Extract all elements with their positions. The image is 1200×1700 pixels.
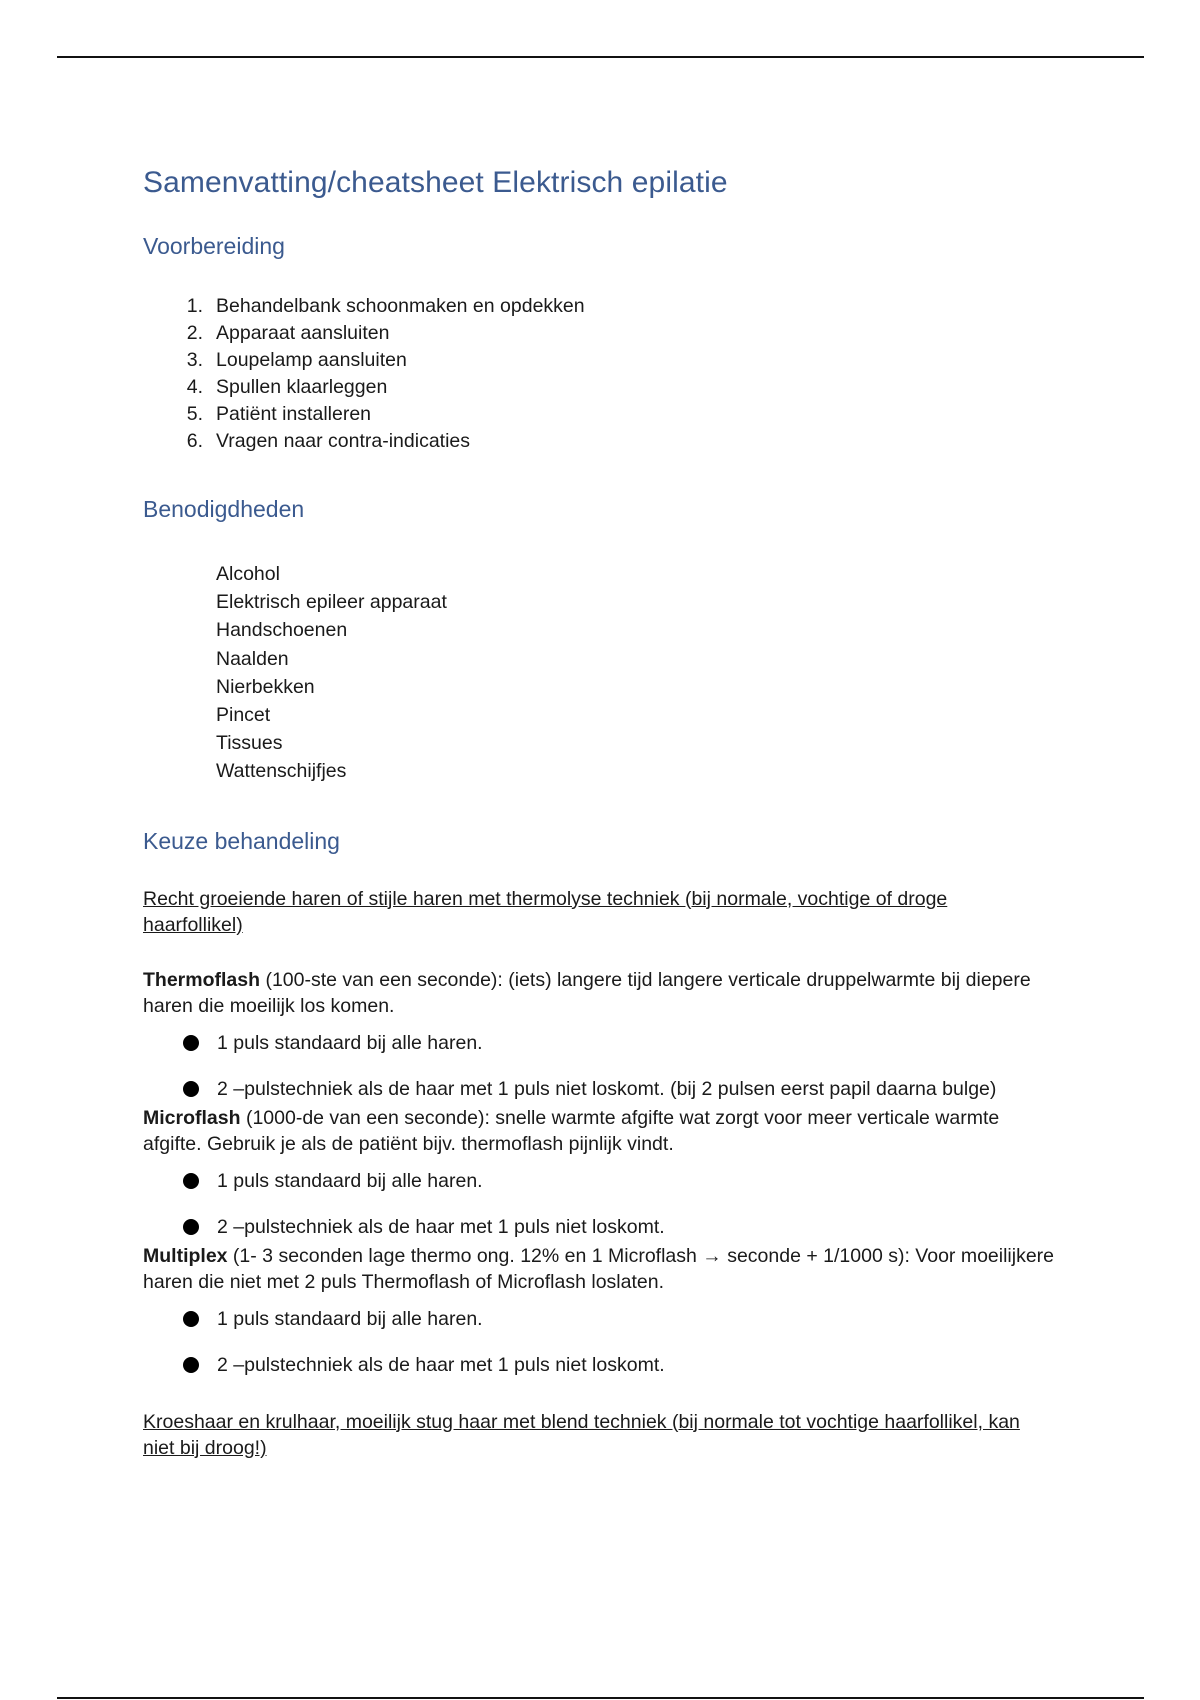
list-item: Elektrisch epileer apparaat <box>216 591 447 614</box>
blend-subheading: Kroeshaar en krulhaar, moeilijk stug haar met blend techniek (bij normale tot vochtige haarfollikel, kan niet bij droog!) <box>143 1410 1020 1459</box>
microflash-paragraph: Microflash (1000-de van een seconde): snelle warmte afgifte wat zorgt voor meer verticale warmte afgifte. Gebruik je als de patiënt bijv. thermoflash pijnlijk vindt. <box>143 1106 1000 1155</box>
document-title: Samenvatting/cheatsheet Elektrisch epilatie <box>143 166 728 199</box>
microflash-bullets <box>143 1168 1063 1240</box>
list-item: 3. Loupelamp aansluiten <box>186 349 407 371</box>
multiplex-label: Multiplex <box>143 1244 228 1267</box>
bullet-icon <box>183 1219 199 1235</box>
thermoflash-label: Thermoflash <box>143 968 261 991</box>
list-item: 2 –pulstechniek als de haar met 1 puls niet loskomt. <box>143 1352 1063 1378</box>
bullet-icon <box>183 1173 199 1189</box>
heading-voorbereiding: Voorbereiding <box>143 233 285 259</box>
heading-keuze-behandeling: Keuze behandeling <box>143 827 340 854</box>
list-item: 1 puls standaard bij alle haren. <box>143 1030 1063 1056</box>
multiplex-bullets <box>143 1306 1063 1378</box>
list-item: 1 puls standaard bij alle haren. <box>143 1306 1063 1332</box>
list-item: 4. Spullen klaarleggen <box>186 376 388 398</box>
voorbereiding-list <box>143 293 1063 455</box>
bullet-icon <box>183 1035 199 1051</box>
heading-benodigdheden: Benodigdheden <box>143 496 305 522</box>
list-item: Nierbekken <box>216 675 315 698</box>
list-item: Handschoenen <box>216 619 348 642</box>
list-item: 5. Patiënt installeren <box>186 403 372 425</box>
list-item: Alcohol <box>216 563 280 585</box>
thermoflash-bullets <box>143 1030 1063 1102</box>
list-item: Wattenschijfjes <box>216 760 347 783</box>
list-item: 6. Vragen naar contra-indicaties <box>186 430 471 452</box>
list-item: 1 puls standaard bij alle haren. <box>143 1168 1063 1194</box>
multiplex-paragraph: Multiplex (1- 3 seconden lage thermo ong. 12% en 1 Microflash → seconde + 1/1000 s): Voor moeilijkere haren die niet met 2 puls Thermoflash of Microflash loslaten. <box>143 1244 1055 1293</box>
bullet-icon <box>183 1081 199 1097</box>
list-item: Tissues <box>216 732 283 755</box>
list-item: 1. Behandelbank schoonmaken en opdekken <box>186 295 585 317</box>
bottom-rule <box>57 1697 1144 1699</box>
list-item: 2 –pulstechniek als de haar met 1 puls niet loskomt. <box>143 1214 1063 1240</box>
document-body <box>143 166 1063 1462</box>
thermoflash-paragraph: Thermoflash (100-ste van een seconde): (iets) langere tijd langere verticale druppelwarmte bij diepere haren die moeilijk los komen. <box>143 968 1031 1017</box>
thermolyse-subheading: Recht groeiende haren of stijle haren met thermolyse techniek (bij normale, vochtige of droge haarfollikel) <box>143 887 948 936</box>
benodigdheden-list <box>216 560 1063 786</box>
bullet-icon <box>183 1357 199 1373</box>
list-item: Pincet <box>216 703 271 726</box>
list-item: 2 –pulstechniek als de haar met 1 puls niet loskomt. (bij 2 pulsen eerst papil daarna bulge) <box>143 1076 1063 1102</box>
list-item: Naalden <box>216 647 289 670</box>
bullet-icon <box>183 1311 199 1327</box>
microflash-label: Microflash <box>143 1106 241 1129</box>
list-item: 2. Apparaat aansluiten <box>186 322 390 344</box>
top-rule <box>57 56 1144 58</box>
